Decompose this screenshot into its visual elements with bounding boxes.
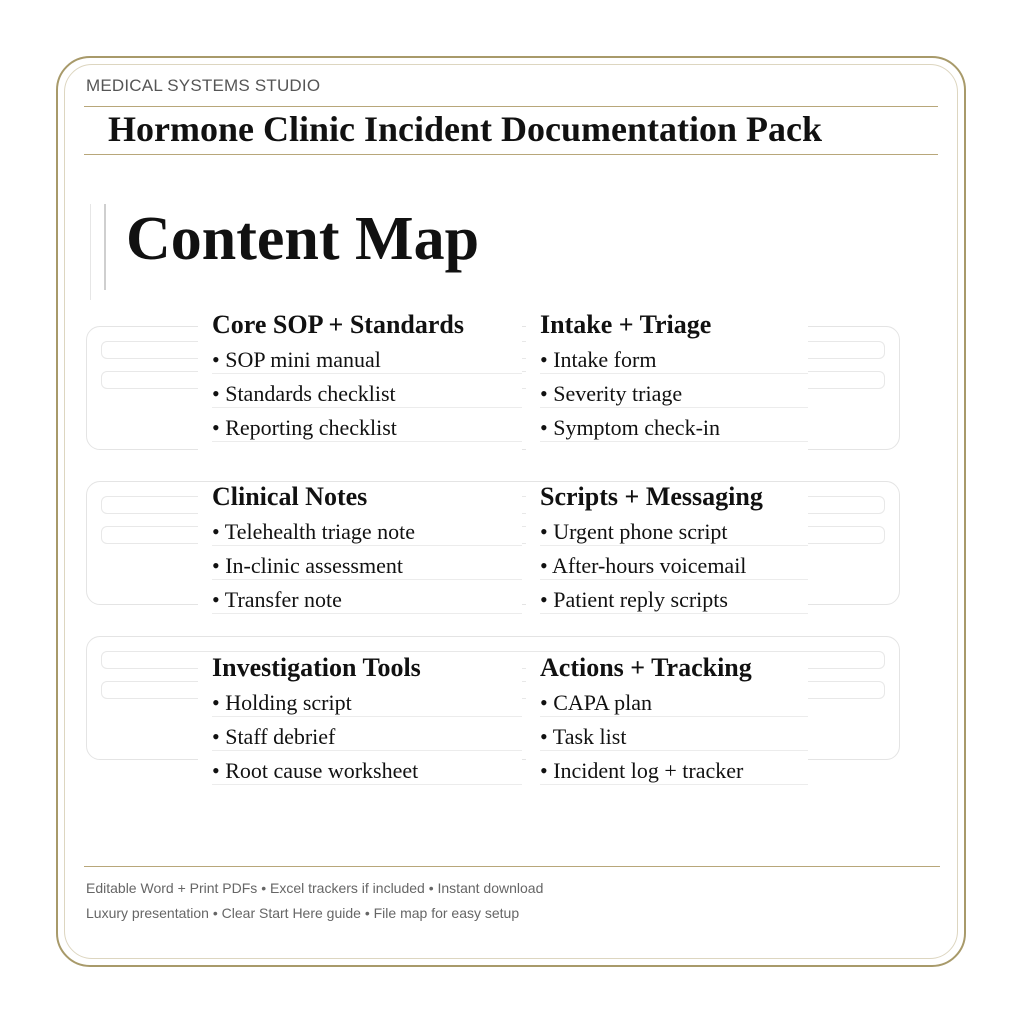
block-item: • Patient reply scripts	[540, 586, 808, 614]
page-title: Hormone Clinic Incident Documentation Pack	[108, 109, 822, 149]
block-title: Clinical Notes	[212, 482, 368, 511]
header-top-rule	[84, 106, 938, 107]
block-title: Actions + Tracking	[540, 653, 752, 682]
content-block-clinical-notes	[198, 482, 522, 624]
block-item: • Telehealth triage note	[212, 518, 522, 546]
content-block-core-sop	[198, 310, 522, 452]
content-block-intake-triage	[526, 310, 808, 452]
footer-line-2: Luxury presentation • Clear Start Here guide • File map for easy setup	[86, 905, 520, 921]
block-title: Investigation Tools	[212, 653, 421, 682]
block-item: • Severity triage	[540, 380, 808, 408]
block-item: • CAPA plan	[540, 689, 808, 717]
block-item: • Incident log + tracker	[540, 757, 808, 785]
block-item: • After-hours voicemail	[540, 552, 808, 580]
block-item: • Transfer note	[212, 586, 522, 614]
block-item: • Standards checklist	[212, 380, 522, 408]
block-title: Core SOP + Standards	[212, 310, 464, 339]
block-item: • Task list	[540, 723, 808, 751]
brand-label: MEDICAL SYSTEMS STUDIO	[86, 76, 321, 95]
content-block-investigation-tools	[198, 653, 522, 795]
block-item: • Intake form	[540, 346, 808, 374]
block-title: Intake + Triage	[540, 310, 712, 339]
block-item: • Staff debrief	[212, 723, 522, 751]
section-accent-bar	[104, 204, 106, 290]
block-item: • Symptom check-in	[540, 414, 808, 442]
block-item: • In-clinic assessment	[212, 552, 522, 580]
block-item: • Reporting checklist	[212, 414, 522, 442]
content-block-actions-tracking	[526, 653, 808, 795]
header-bottom-rule	[84, 154, 938, 155]
footer-line-1: Editable Word + Print PDFs • Excel trackers if included • Instant download	[86, 880, 544, 896]
block-item: • Holding script	[212, 689, 522, 717]
footer-rule	[84, 866, 940, 867]
section-title: Content Map	[126, 205, 480, 273]
block-item: • SOP mini manual	[212, 346, 522, 374]
block-title: Scripts + Messaging	[540, 482, 763, 511]
block-item: • Root cause worksheet	[212, 757, 522, 785]
content-block-scripts-messaging	[526, 482, 808, 624]
block-item: • Urgent phone script	[540, 518, 808, 546]
section-accent-tick	[90, 204, 91, 300]
